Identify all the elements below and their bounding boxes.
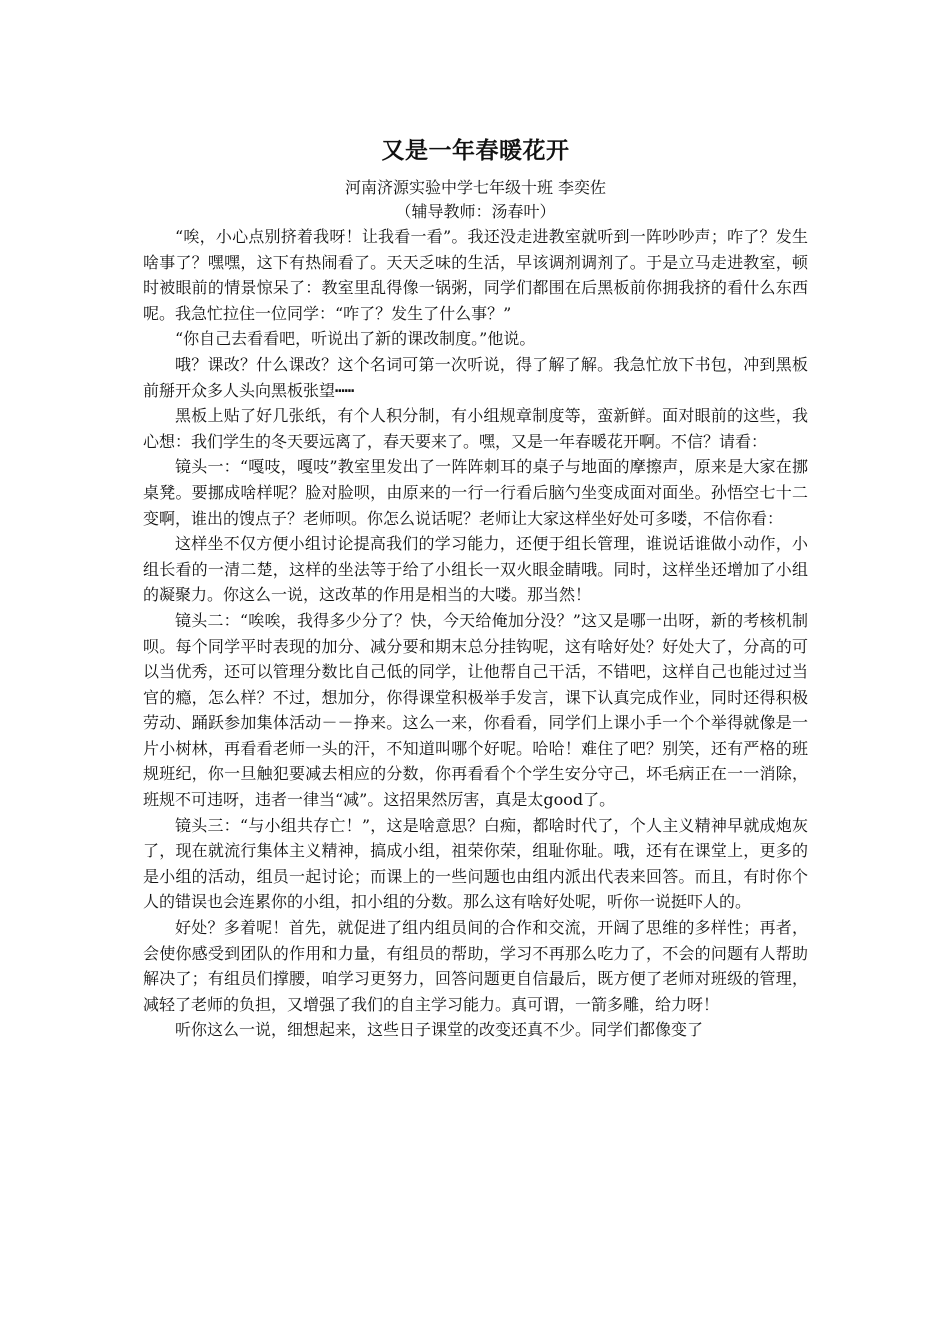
paragraph: 听你这么一说，细想起来，这些日子课堂的改变还真不少。同学们都像变了	[175, 1020, 704, 1040]
article-body	[143, 224, 808, 1043]
paragraph: “你自己去看看吧，听说出了新的课改制度。”他说。	[175, 329, 536, 349]
paragraph: 镜头二：“唉唉，我得多少分了？快，今天给俺加分没？”这又是哪一出呀，新的考核机制呗。每个同学平时表现的加分、减分要和期末总分挂钩呢，这有啥好处？好处大了，分高的可以当优秀，还可以管理分数比自己低的同学，让他帮自己干活，不错吧，这样自己也能过过当官的瘾，怎么样？不过，想加分，你得课堂积极举手发言，课下认真完成作业，同时还得积极劳动、踊跃参加集体活动－－挣来。这么一来，你看看，同学们上课小手一个个举得就像是一片小树林，再看看老师一头的汗，不知道叫哪个好呢。哈哈！难住了吧？别笑，还有严格的班规班纪，你一旦触犯要减去相应的分数，你再看看个个学生安分守己，坏毛病正在一一消除，班规不可违呀，违者一律当“减”。这招果然厉害，真是太good了。	[143, 610, 808, 810]
paragraph: “唉，小心点别挤着我呀！让我看一看”。我还没走进教室就听到一阵吵吵声；咋了？发生啥事了？嘿嘿，这下有热闹看了。天天乏味的生活，早该调剂调剂了。于是立马走进教室，顿时被眼前的情景惊呆了：教室里乱得像一锅粥，同学们都围在后黑板前你拥我挤的看什么东西呢。我急忙拉住一位同学：“咋了？发生了什么事？”	[143, 227, 808, 323]
paragraph: 镜头一：“嘎吱，嘎吱”教室里发出了一阵阵刺耳的桌子与地面的摩擦声，原来是大家在挪桌凳。要挪成啥样呢？脸对脸呗，由原来的一行一行看后脑勺坐变成面对面坐。孙悟空七十二变啊，谁出的馊点子？老师呗。你怎么说话呢？老师让大家这样坐好处可多喽，不信你看：	[143, 457, 808, 528]
paragraph: 镜头三：“与小组共存亡！”，这是啥意思？白痴，都啥时代了，个人主义精神早就成炮灰了，现在就流行集体主义精神，搞成小组，祖荣你荣，组耻你耻。哦，还有在课堂上，更多的是小组的活动，组员一起讨论；而课上的一些问题也由组内派出代表来回答。而且，有时你个人的错误也会连累你的小组，扣小组的分数。那么这有啥好处呢，听你一说挺吓人的。	[143, 815, 808, 912]
paragraph: 哦？课改？什么课改？这个名词可第一次听说，得了解了解。我急忙放下书包，冲到黑板前掰开众多人头向黑板张望┅┅	[143, 354, 808, 400]
document-page	[143, 136, 808, 1043]
document-title: 又是一年春暖花开	[381, 138, 570, 164]
paragraph: 好处？多着呢！首先，就促进了组内组员间的合作和交流，开阔了思维的多样性；再者，会使你感受到团队的作用和力量，有组员的帮助，学习不再那么吃力了，不会的问题有人帮助解决了；有组员们撑腰，咱学习更努力，回答问题更自信最后，既方便了老师对班级的管理，减轻了老师的负担，又增强了我们的自主学习能力。真可谓，一箭多雕，给力呀！	[143, 918, 808, 1014]
paragraph: 这样坐不仅方便小组讨论提高我们的学习能力，还便于组长管理，谁说话谁做小动作，小组长看的一清二楚，这样的坐法等于给了小组长一双火眼金睛哦。同时，这样坐还增加了小组的凝聚力。你这么一说，这改革的作用是相当的大喽。那当然！	[143, 534, 808, 605]
paragraph: 黑板上贴了好几张纸，有个人积分制，有小组规章制度等，蛮新鲜。面对眼前的这些，我心想：我们学生的冬天要远离了，春天要来了。嘿，又是一年春暖花开啊。不信？请看：	[143, 406, 808, 451]
author-line: 河南济源实验中学七年级十班 李奕佐	[344, 178, 607, 197]
advisor-line: （辅导教师：汤春叶）	[395, 202, 556, 221]
